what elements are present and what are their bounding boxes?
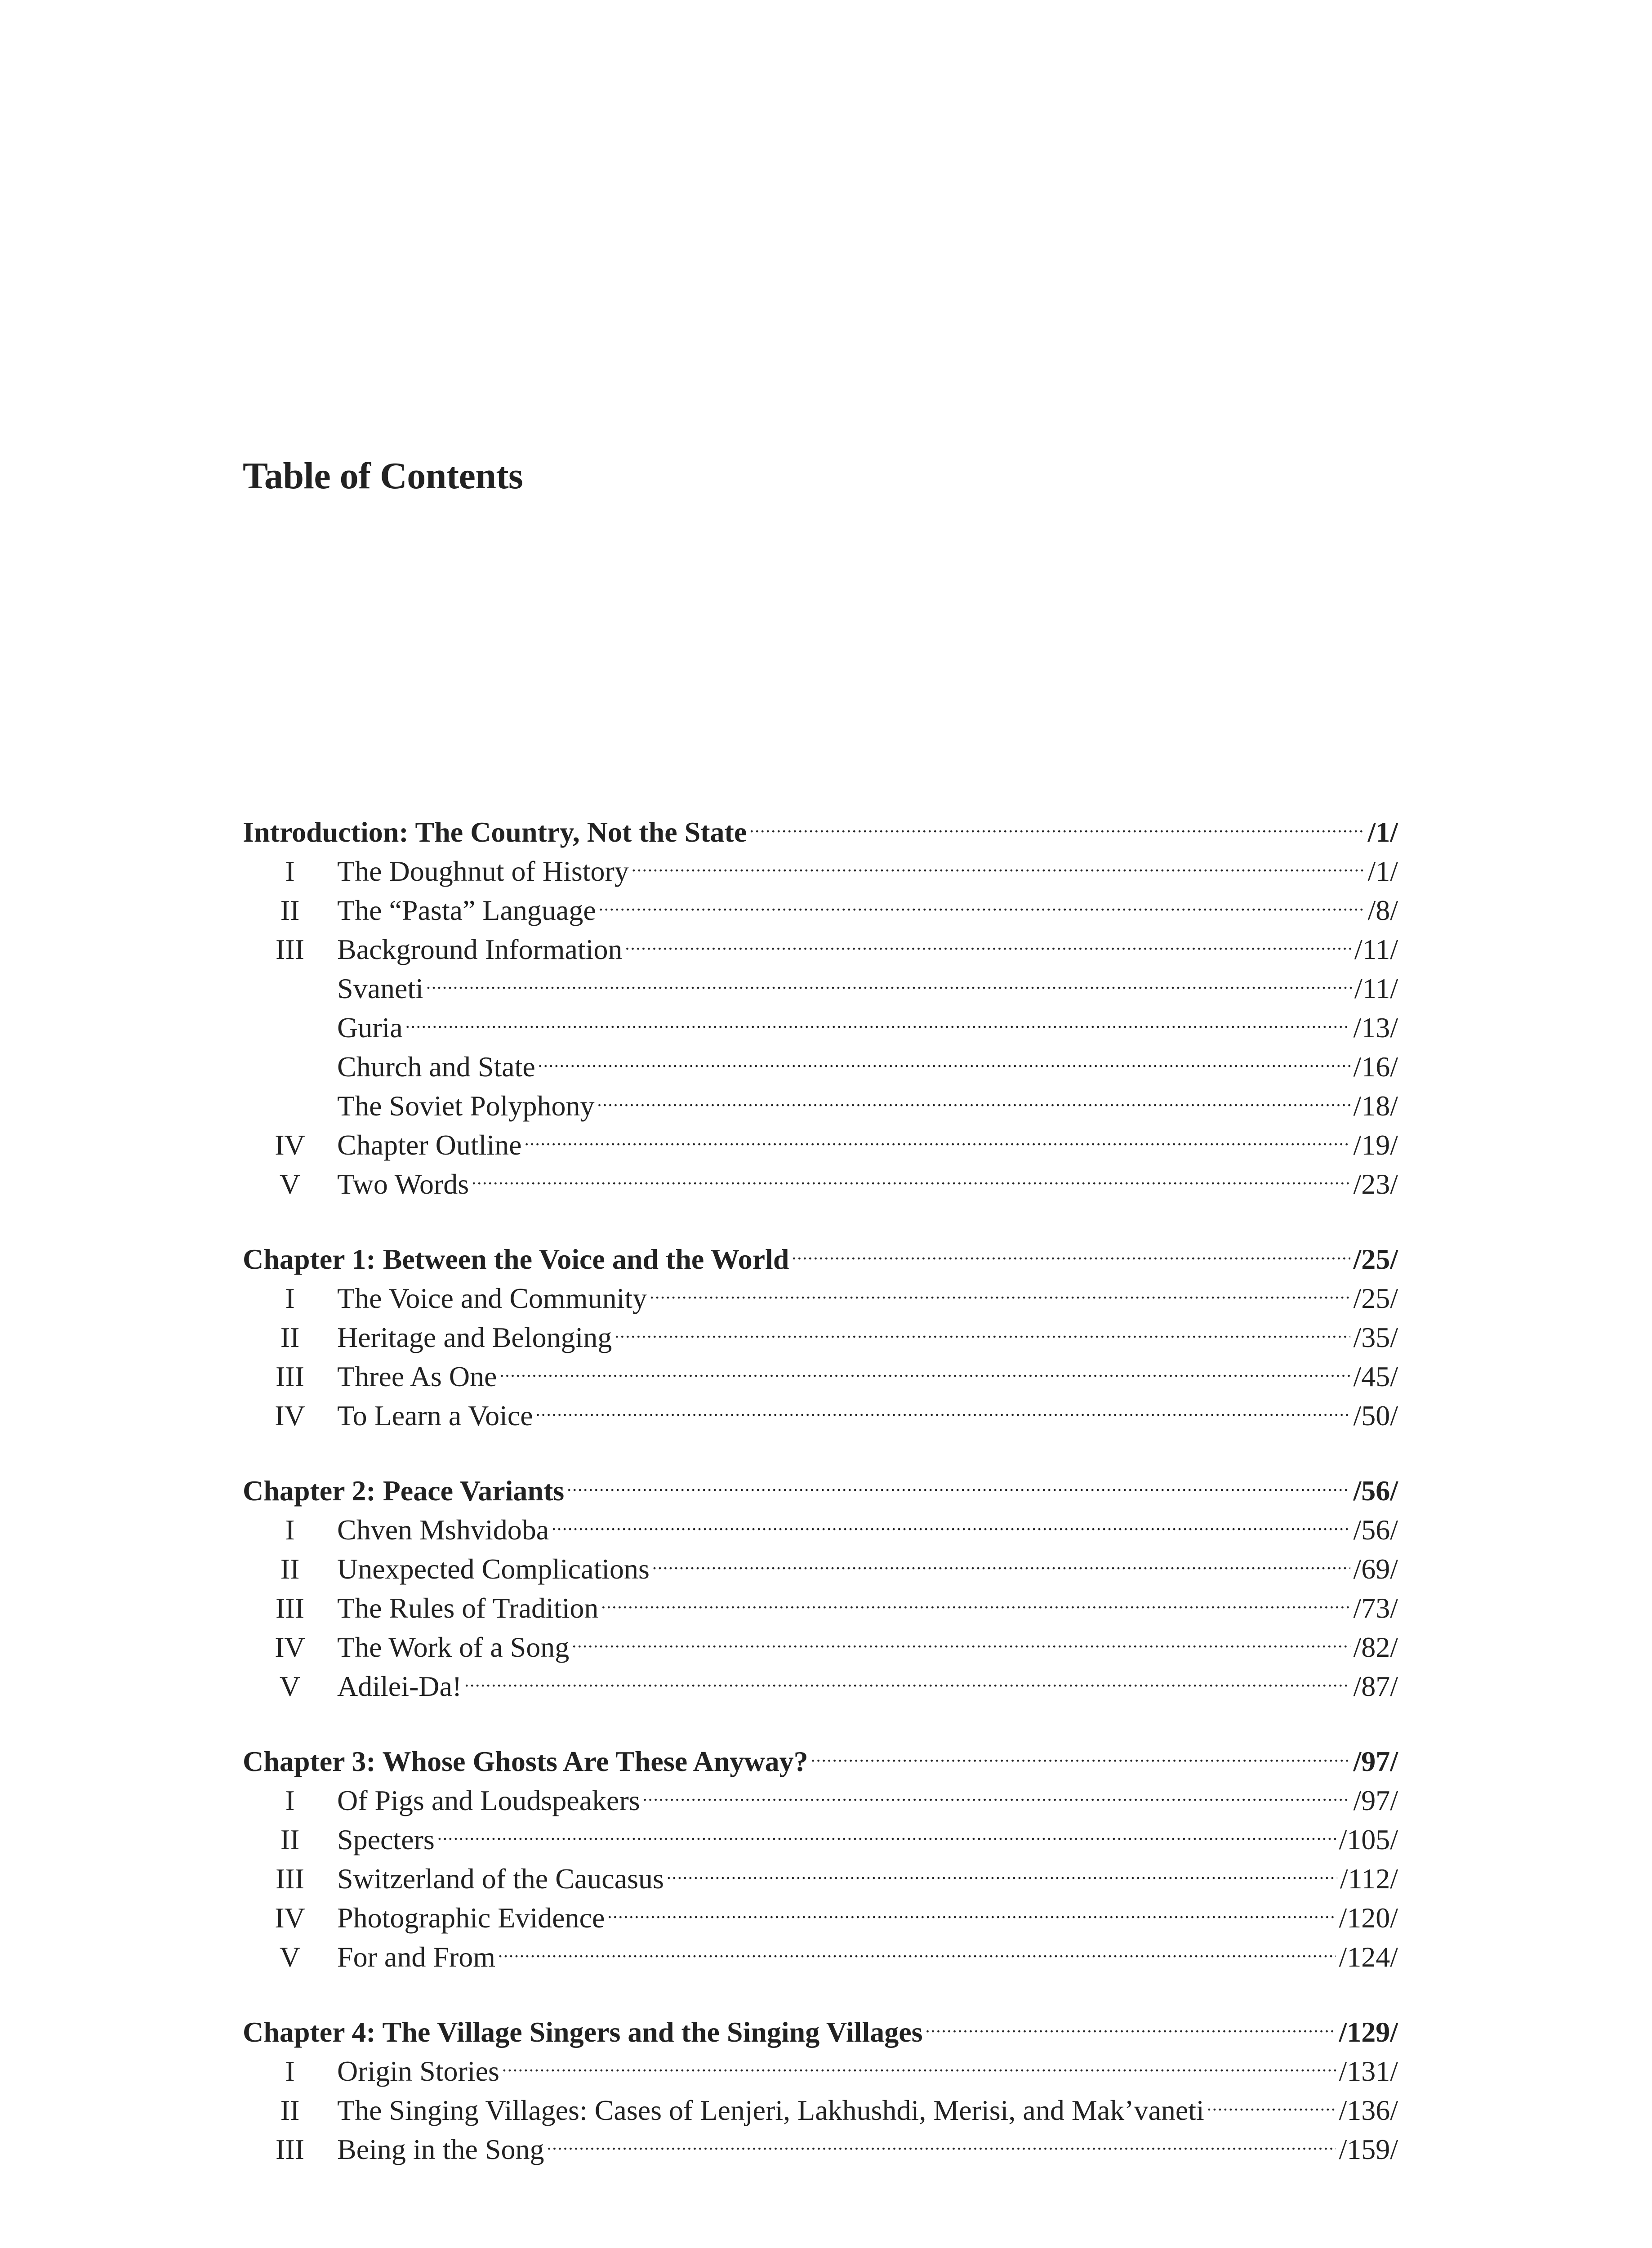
page-number: /19/ xyxy=(1353,1129,1398,1161)
toc-section xyxy=(243,1732,1398,1973)
page-number: /159/ xyxy=(1339,2133,1398,2165)
toc-chapter-heading xyxy=(243,2003,1398,2048)
page-number: /129/ xyxy=(1339,2016,1398,2048)
page-number: /8/ xyxy=(1367,894,1398,926)
page-title: Table of Contents xyxy=(243,455,523,497)
dot-leader xyxy=(652,1539,1351,1579)
section-numeral: I xyxy=(285,855,295,887)
section-numeral: II xyxy=(280,1321,300,1353)
page-number: /56/ xyxy=(1353,1514,1398,1546)
section-numeral: I xyxy=(285,1784,295,1816)
section-numeral: V xyxy=(279,1168,301,1200)
section-numeral: III xyxy=(276,2133,304,2165)
dot-leader xyxy=(536,1386,1351,1425)
dot-leader xyxy=(538,1037,1351,1076)
entry-title: Background Information xyxy=(337,933,623,965)
section-numeral: III xyxy=(276,1592,304,1624)
section-numeral: V xyxy=(279,1670,301,1702)
dot-leader xyxy=(632,842,1365,881)
entry-title: Switzerland of the Caucasus xyxy=(337,1863,664,1895)
dot-leader xyxy=(811,1732,1351,1771)
page-number: /105/ xyxy=(1339,1824,1398,1855)
section-numeral: IV xyxy=(275,1129,305,1161)
toc-entry xyxy=(243,1037,1398,1083)
page-number: /124/ xyxy=(1339,1941,1398,1973)
entry-title: Specters xyxy=(337,1824,435,1855)
page-number: /97/ xyxy=(1353,1784,1398,1816)
dot-leader xyxy=(437,1810,1336,1849)
chapter-title: Chapter 1: Between the Voice and the World xyxy=(243,1243,789,1275)
section-numeral: III xyxy=(276,1360,304,1392)
section-numeral: III xyxy=(276,933,304,965)
dot-leader xyxy=(667,1849,1337,1888)
entry-title: The Singing Villages: Cases of Lenjeri, Lakhushdi, Merisi, and Mak’vaneti xyxy=(337,2094,1204,2126)
entry-title: Chapter Outline xyxy=(337,1129,522,1161)
dot-leader xyxy=(405,998,1351,1037)
dot-leader xyxy=(614,1308,1350,1347)
dot-leader xyxy=(567,1461,1350,1500)
page-number: /18/ xyxy=(1353,1090,1398,1122)
page-number: /1/ xyxy=(1367,855,1398,887)
toc-chapter-heading xyxy=(243,1461,1398,1507)
toc-chapter-heading xyxy=(243,1230,1398,1275)
entry-title: Heritage and Belonging xyxy=(337,1321,612,1353)
entry-title: The “Pasta” Language xyxy=(337,894,596,926)
toc-chapter-heading xyxy=(243,803,1398,848)
dot-leader xyxy=(552,1500,1350,1539)
page-number: /25/ xyxy=(1353,1282,1398,1314)
section-numeral: II xyxy=(280,894,300,926)
chapter-title: Introduction: The Country, Not the State xyxy=(243,816,747,848)
page-number: /11/ xyxy=(1354,972,1398,1004)
page-number: /50/ xyxy=(1353,1400,1398,1432)
dot-leader xyxy=(572,1618,1350,1657)
dot-leader xyxy=(499,1347,1350,1386)
section-numeral: IV xyxy=(275,1400,305,1432)
chapter-title: Chapter 4: The Village Singers and the Singing Villages xyxy=(243,2016,923,2048)
toc-chapter-heading xyxy=(243,1732,1398,1777)
page-number: /82/ xyxy=(1353,1631,1398,1663)
entry-title: Three As One xyxy=(337,1360,497,1392)
chapter-title: Chapter 2: Peace Variants xyxy=(243,1475,565,1507)
page-number: /13/ xyxy=(1353,1012,1398,1044)
dot-leader xyxy=(650,1269,1350,1308)
dot-leader xyxy=(547,2120,1336,2159)
dot-leader xyxy=(498,1927,1336,1967)
page-number: /136/ xyxy=(1339,2094,1398,2126)
entry-title: To Learn a Voice xyxy=(337,1400,533,1432)
entry-title: Of Pigs and Loudspeakers xyxy=(337,1784,640,1816)
page-number: /56/ xyxy=(1353,1475,1398,1507)
dot-leader xyxy=(525,1115,1351,1155)
entry-title: Unexpected Complications xyxy=(337,1553,650,1585)
toc-section xyxy=(243,1230,1398,1432)
section-numeral: I xyxy=(285,1282,295,1314)
entry-title: Photographic Evidence xyxy=(337,1902,605,1934)
section-numeral: II xyxy=(280,2094,300,2126)
page-number: /11/ xyxy=(1354,933,1398,965)
section-numeral: III xyxy=(276,1863,304,1895)
dot-leader xyxy=(1207,2081,1336,2120)
entry-title: Guria xyxy=(337,1012,403,1044)
entry-title: Church and State xyxy=(337,1051,535,1083)
toc-section xyxy=(243,803,1398,1200)
page-number: /35/ xyxy=(1353,1321,1398,1353)
dot-leader xyxy=(749,803,1365,842)
entry-title: The Rules of Tradition xyxy=(337,1592,599,1624)
page-number: /97/ xyxy=(1353,1745,1398,1777)
entry-title: Svaneti xyxy=(337,972,423,1004)
page-number: /112/ xyxy=(1340,1863,1398,1895)
section-numeral: I xyxy=(285,2055,295,2087)
dot-leader xyxy=(426,959,1352,998)
dot-leader xyxy=(601,1579,1350,1618)
entry-title: Origin Stories xyxy=(337,2055,499,2087)
entry-title: The Work of a Song xyxy=(337,1631,570,1663)
entry-title: For and From xyxy=(337,1941,495,1973)
dot-leader xyxy=(597,1076,1350,1115)
dot-leader xyxy=(792,1230,1350,1269)
page-number: /69/ xyxy=(1353,1553,1398,1585)
page-number: /131/ xyxy=(1339,2055,1398,2087)
entry-title: The Doughnut of History xyxy=(337,855,629,887)
chapter-title: Chapter 3: Whose Ghosts Are These Anyway? xyxy=(243,1745,808,1777)
page-number: /23/ xyxy=(1353,1168,1398,1200)
page-number: /25/ xyxy=(1353,1243,1398,1275)
toc-entry xyxy=(243,998,1398,1044)
entry-title: Two Words xyxy=(337,1168,469,1200)
dot-leader xyxy=(472,1155,1350,1194)
section-numeral: IV xyxy=(275,1631,305,1663)
section-numeral: II xyxy=(280,1553,300,1585)
dot-leader xyxy=(599,881,1365,920)
dot-leader xyxy=(625,920,1352,959)
entry-title: The Voice and Community xyxy=(337,1282,647,1314)
page-number: /16/ xyxy=(1353,1051,1398,1083)
entry-title: Being in the Song xyxy=(337,2133,544,2165)
dot-leader xyxy=(643,1771,1351,1810)
page-number: /1/ xyxy=(1367,816,1398,848)
page-number: /120/ xyxy=(1339,1902,1398,1934)
dot-leader xyxy=(502,2042,1336,2081)
table-of-contents xyxy=(243,803,1398,2195)
entry-title: Adilei-Da! xyxy=(337,1670,462,1702)
page-number: /73/ xyxy=(1353,1592,1398,1624)
page-number: /45/ xyxy=(1353,1360,1398,1392)
section-numeral: V xyxy=(279,1941,301,1973)
dot-leader xyxy=(464,1657,1350,1696)
toc-section xyxy=(243,2003,1398,2165)
entry-title: Chven Mshvidoba xyxy=(337,1514,549,1546)
section-numeral: IV xyxy=(275,1902,305,1934)
toc-section xyxy=(243,1461,1398,1702)
entry-title: The Soviet Polyphony xyxy=(337,1090,595,1122)
dot-leader xyxy=(607,1888,1336,1927)
section-numeral: I xyxy=(285,1514,295,1546)
dot-leader xyxy=(926,2003,1336,2042)
section-numeral: II xyxy=(280,1824,300,1855)
page-number: /87/ xyxy=(1353,1670,1398,1702)
